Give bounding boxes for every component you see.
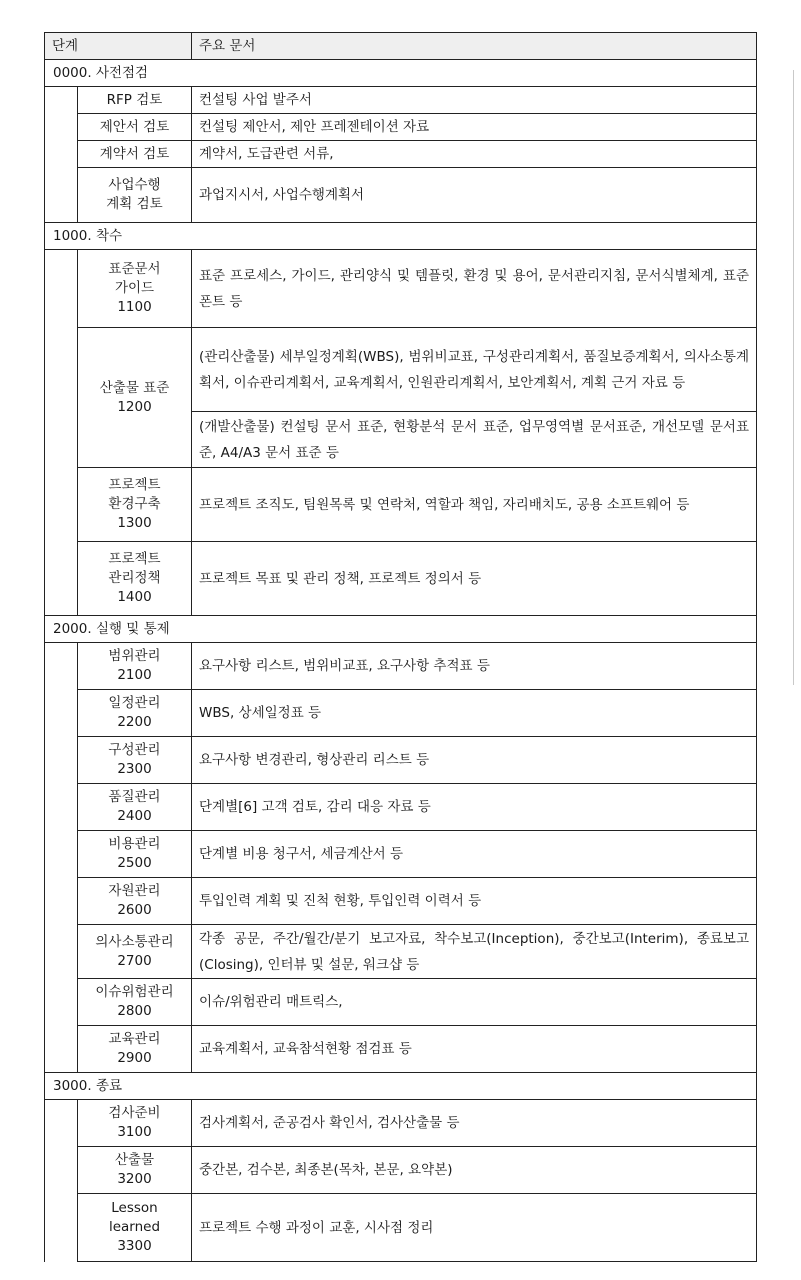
stage-cell bbox=[78, 114, 192, 141]
stage-line: 프로젝트 bbox=[108, 477, 161, 493]
indent-cell bbox=[45, 643, 78, 1073]
scrollbar-edge bbox=[793, 70, 794, 685]
stage-line: 범위관리 bbox=[108, 648, 161, 664]
stage-line: 2100 bbox=[117, 667, 152, 683]
stage-line: 사업수행 bbox=[108, 177, 161, 193]
stage-line: 계약서 검토 bbox=[99, 145, 170, 162]
indent-cell bbox=[45, 250, 78, 616]
stage-line: 2900 bbox=[117, 1050, 152, 1066]
documents-cell: 계약서, 도급관련 서류, bbox=[192, 141, 757, 168]
stage-line: 이슈위험관리 bbox=[95, 984, 174, 1000]
documents-cell: 이슈/위험관리 매트릭스, bbox=[192, 979, 757, 1026]
stage-line: 3300 bbox=[117, 1238, 152, 1254]
stage-line: learned bbox=[108, 1219, 161, 1235]
stage-line: 검사준비 bbox=[108, 1105, 161, 1121]
stage-line: RFP 검토 bbox=[106, 91, 163, 108]
stage-line: 교육관리 bbox=[108, 1031, 161, 1047]
phase-label: 2000. 실행 및 통제 bbox=[45, 616, 757, 643]
phase-label: 3000. 종료 bbox=[45, 1073, 757, 1100]
stage-cell bbox=[78, 979, 192, 1026]
stage-line: 환경구축 bbox=[108, 496, 161, 512]
table-row bbox=[45, 1026, 757, 1073]
documents-cell: 프로젝트 목표 및 관리 정책, 프로젝트 정의서 등 bbox=[192, 542, 757, 616]
table-row bbox=[45, 784, 757, 831]
stage-line: 제안서 검토 bbox=[99, 118, 170, 135]
stage-line: 프로젝트 bbox=[108, 551, 161, 567]
stage-line: 2800 bbox=[117, 1003, 152, 1019]
table-row bbox=[45, 925, 757, 979]
phase-row bbox=[45, 60, 757, 87]
documents-cell: (개발산출물) 컨설팅 문서 표준, 현황분석 문서 표준, 업무영역별 문서표준, 개선모델 문서표준, A4/A3 문서 표준 등 bbox=[192, 412, 757, 468]
documents-cell: 컨설팅 사업 발주서 bbox=[192, 87, 757, 114]
stage-line: 2300 bbox=[117, 761, 152, 777]
table-row bbox=[45, 1100, 757, 1147]
document-table bbox=[44, 32, 757, 1262]
stage-cell bbox=[78, 87, 192, 114]
table-row bbox=[45, 979, 757, 1026]
stage-cell bbox=[78, 1100, 192, 1147]
header-stage: 단계 bbox=[45, 33, 192, 60]
documents-cell: 요구사항 리스트, 범위비교표, 요구사항 추적표 등 bbox=[192, 643, 757, 690]
phase-row bbox=[45, 616, 757, 643]
documents-cell: 요구사항 변경관리, 형상관리 리스트 등 bbox=[192, 737, 757, 784]
stage-cell bbox=[78, 1194, 192, 1262]
stage-cell bbox=[78, 643, 192, 690]
stage-line: 구성관리 bbox=[108, 742, 161, 758]
stage-line: Lesson bbox=[111, 1200, 158, 1216]
stage-line: 표준문서 bbox=[108, 261, 161, 277]
indent-cell bbox=[45, 1100, 78, 1262]
stage-cell bbox=[78, 784, 192, 831]
table-row bbox=[45, 690, 757, 737]
table-row bbox=[45, 114, 757, 141]
stage-line: 2700 bbox=[117, 952, 152, 969]
phase-row bbox=[45, 1073, 757, 1100]
documents-cell: 표준 프로세스, 가이드, 관리양식 및 템플릿, 환경 및 용어, 문서관리지침, 문서식별체계, 표준 폰트 등 bbox=[192, 250, 757, 328]
stage-line: 2600 bbox=[117, 902, 152, 918]
table-row bbox=[45, 643, 757, 690]
stage-cell bbox=[78, 737, 192, 784]
documents-cell: WBS, 상세일정표 등 bbox=[192, 690, 757, 737]
documents-cell: 각종 공문, 주간/월간/분기 보고자료, 착수보고(Inception), 중간보고(Interim), 종료보고(Closing), 인터뷰 및 설문, 워크샵 등 bbox=[192, 925, 757, 979]
stage-line: 품질관리 bbox=[108, 789, 161, 805]
table-row bbox=[45, 737, 757, 784]
table-row bbox=[45, 250, 757, 328]
stage-line: 3100 bbox=[117, 1124, 152, 1140]
stage-cell bbox=[78, 542, 192, 616]
stage-line: 2200 bbox=[117, 714, 152, 730]
stage-cell bbox=[78, 468, 192, 542]
table-row bbox=[45, 141, 757, 168]
stage-line: 의사소통관리 bbox=[95, 933, 174, 950]
documents-cell: 프로젝트 조직도, 팀원목록 및 연락처, 역할과 책임, 자리배치도, 공용 소프트웨어 등 bbox=[192, 468, 757, 542]
stage-line: 일정관리 bbox=[108, 695, 161, 711]
table-row bbox=[45, 168, 757, 223]
documents-cell: 단계별 비용 청구서, 세금계산서 등 bbox=[192, 831, 757, 878]
stage-line: 가이드 bbox=[114, 280, 155, 296]
table-header-row bbox=[45, 33, 757, 60]
table-row bbox=[45, 328, 757, 412]
stage-line: 1100 bbox=[117, 299, 152, 315]
documents-cell: 교육계획서, 교육참석현황 점검표 등 bbox=[192, 1026, 757, 1073]
header-documents: 주요 문서 bbox=[192, 33, 757, 60]
stage-line: 1400 bbox=[117, 589, 152, 605]
stage-line: 관리정책 bbox=[108, 570, 161, 586]
table-row bbox=[45, 878, 757, 925]
stage-cell bbox=[78, 1026, 192, 1073]
documents-cell: 중간본, 검수본, 최종본(목차, 본문, 요약본) bbox=[192, 1147, 757, 1194]
phase-label: 0000. 사전점검 bbox=[45, 60, 757, 87]
documents-cell: (관리산출물) 세부일정계획(WBS), 범위비교표, 구성관리계획서, 품질보증계획서, 의사소통계획서, 이슈관리계획서, 교육계획서, 인원관리계획서, 보안계획서, 계획 근거 자료 등 bbox=[192, 328, 757, 412]
documents-cell: 검사계획서, 준공검사 확인서, 검사산출물 등 bbox=[192, 1100, 757, 1147]
stage-cell bbox=[78, 141, 192, 168]
stage-cell bbox=[78, 690, 192, 737]
documents-cell: 컨설팅 제안서, 제안 프레젠테이션 자료 bbox=[192, 114, 757, 141]
documents-cell: 단계별[6] 고객 검토, 감리 대응 자료 등 bbox=[192, 784, 757, 831]
phase-label: 1000. 착수 bbox=[45, 223, 757, 250]
table-row bbox=[45, 1194, 757, 1262]
stage-cell bbox=[78, 250, 192, 328]
indent-cell bbox=[45, 87, 78, 223]
stage-cell bbox=[78, 878, 192, 925]
stage-line: 1300 bbox=[117, 515, 152, 531]
table-row bbox=[45, 468, 757, 542]
table-row bbox=[45, 87, 757, 114]
stage-cell bbox=[78, 831, 192, 878]
stage-line: 자원관리 bbox=[108, 883, 161, 899]
stage-line: 3200 bbox=[117, 1171, 152, 1187]
table-row bbox=[45, 1147, 757, 1194]
stage-line: 산출물 bbox=[114, 1152, 155, 1168]
documents-cell: 프로젝트 수행 과정이 교훈, 시사점 정리 bbox=[192, 1194, 757, 1262]
phase-row bbox=[45, 223, 757, 250]
stage-cell bbox=[78, 168, 192, 223]
stage-cell bbox=[78, 1147, 192, 1194]
stage-line: 2500 bbox=[117, 855, 152, 871]
stage-cell bbox=[78, 328, 192, 468]
stage-cell bbox=[78, 925, 192, 979]
stage-line: 2400 bbox=[117, 808, 152, 824]
stage-line: 계획 검토 bbox=[106, 196, 163, 212]
stage-line: 1200 bbox=[117, 398, 152, 415]
stage-line: 산출물 표준 bbox=[99, 379, 170, 396]
stage-line: 비용관리 bbox=[108, 836, 161, 852]
documents-cell: 과업지시서, 사업수행계획서 bbox=[192, 168, 757, 223]
documents-cell: 투입인력 계획 및 진척 현황, 투입인력 이력서 등 bbox=[192, 878, 757, 925]
table-row bbox=[45, 542, 757, 616]
table-row bbox=[45, 831, 757, 878]
